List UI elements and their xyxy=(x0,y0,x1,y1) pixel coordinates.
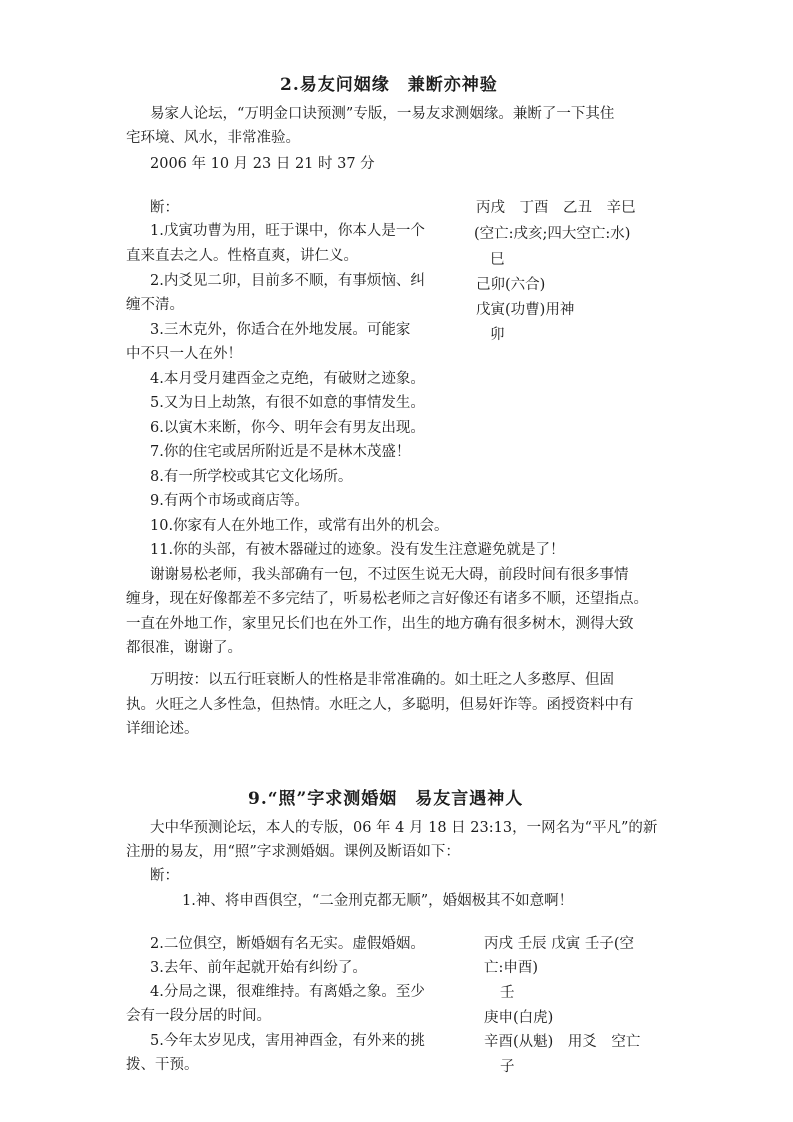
section-2-title: 9.“照”字求测婚姻 易友言遇神人 xyxy=(248,789,524,809)
section-1-item-2b: 缠不清。 xyxy=(126,297,184,313)
section-1-reply-line-1: 谢谢易松老师，我头部确有一包，不过医生说无大碍，前段时间有很多事情 xyxy=(150,567,629,583)
section-1-item-7: 7.你的住宅或居所附近是不是林木茂盛！ xyxy=(150,444,411,460)
chart-2-line-2: 亡:申酉) xyxy=(484,960,539,976)
chart-1-line-2: (空亡:戌亥;四大空亡:水) xyxy=(474,226,631,242)
section-1-item-5: 5.又为日上劫煞，有很不如意的事情发生。 xyxy=(150,395,425,411)
section-1-intro-line-2: 宅环境、风水，非常准验。 xyxy=(126,130,300,146)
section-1-item-10: 10.你家有人在外地工作，或常有出外的机会。 xyxy=(150,518,449,534)
section-1-note-line-1: 万明按：以五行旺衰断人的性格是非常准确的。如土旺之人多憨厚、但固 xyxy=(150,672,614,688)
chart-1-line-5: 戊寅(功曹)用神 xyxy=(476,302,575,318)
section-1-item-3b: 中不只一人在外！ xyxy=(126,346,242,362)
section-1-item-4: 4.本月受月建酉金之克绝，有破财之迹象。 xyxy=(150,371,425,387)
section-2-item-1: 1.神、将申酉俱空，“二金刑克都无顺”，婚姻极其不如意啊！ xyxy=(182,893,574,909)
chart-2-line-4: 庚申(白虎) xyxy=(484,1010,554,1026)
section-2-item-2: 2.二位俱空，断婚姻有名无实。虚假婚姻。 xyxy=(150,936,425,952)
section-1-item-3a: 3.三木克外，你适合在外地发展。可能家 xyxy=(150,322,411,338)
section-1-item-6: 6.以寅木来断，你今、明年会有男友出现。 xyxy=(150,420,425,436)
section-2-item-3: 3.去年、前年起就开始有纠纷了。 xyxy=(150,960,367,976)
section-2-item-5b: 拨、干预。 xyxy=(126,1057,199,1073)
chart-1-line-4: 己卯(六合) xyxy=(476,277,546,293)
chart-1-line-3: 巳 xyxy=(490,252,505,268)
section-1-item-2a: 2.内爻见二卯，目前多不顺，有事烦恼、纠 xyxy=(150,273,425,289)
section-1-intro-line-1: 易家人论坛，“万明金口诀预测”专版，一易友求测姻缘。兼断了一下其住 xyxy=(150,106,615,122)
section-2-duan-label: 断： xyxy=(150,868,179,884)
section-1-item-9: 9.有两个市场或商店等。 xyxy=(150,493,309,509)
section-2-item-5a: 5.今年太岁见戌，害用神酉金，有外来的挑 xyxy=(150,1033,425,1049)
section-1-item-8: 8.有一所学校或其它文化场所。 xyxy=(150,469,353,485)
section-1-reply-line-2: 缠身，现在好像都差不多完结了，听易松老师之言好像还有诸多不顺，还望指点。 xyxy=(126,591,648,607)
section-2-intro-line-2: 注册的易友，用“照”字求测婚姻。课例及断语如下： xyxy=(126,844,460,860)
section-2-item-4b: 会有一段分居的时间。 xyxy=(126,1008,271,1024)
chart-2-line-6: 子 xyxy=(500,1059,515,1075)
section-1-duan-label: 断： xyxy=(150,200,179,216)
chart-2-line-3: 壬 xyxy=(500,985,515,1001)
section-1-datetime: 2006 年 10 月 23 日 21 时 37 分 xyxy=(150,156,375,172)
section-1-note-line-3: 详细论述。 xyxy=(126,721,199,737)
section-1-item-1b: 直来直去之人。性格直爽，讲仁义。 xyxy=(126,248,358,264)
section-1-item-1a: 1.戊寅功曹为用，旺于课中，你本人是一个 xyxy=(150,223,425,239)
section-1-note-line-2: 执。火旺之人多性急，但热情。水旺之人，多聪明，但易奸诈等。函授资料中有 xyxy=(126,697,634,713)
section-2-intro-line-1: 大中华预测论坛，本人的专版，06 年 4 月 18 日 23:13，一网名为“平凡”的新 xyxy=(150,820,658,836)
chart-1-line-6: 卯 xyxy=(490,327,505,343)
chart-1-line-1: 丙戌 丁酉 乙丑 辛巳 xyxy=(476,200,636,216)
section-1-reply-line-4: 都很准，谢谢了。 xyxy=(126,640,242,656)
section-2-item-4a: 4.分局之课，很难维持。有离婚之象。至少 xyxy=(150,984,425,1000)
section-1-reply-line-3: 一直在外地工作，家里兄长们也在外工作，出生的地方确有很多树木，测得大致 xyxy=(126,616,634,632)
chart-2-line-5: 辛酉(从魁) 用爻 空亡 xyxy=(484,1034,641,1050)
chart-2-line-1: 丙戌 壬辰 戊寅 壬子(空 xyxy=(484,936,634,952)
section-1-title: 2.易友问姻缘 兼断亦神验 xyxy=(280,75,498,95)
section-1-item-11: 11.你的头部，有被木器碰过的迹象。没有发生注意避免就是了！ xyxy=(150,542,565,558)
